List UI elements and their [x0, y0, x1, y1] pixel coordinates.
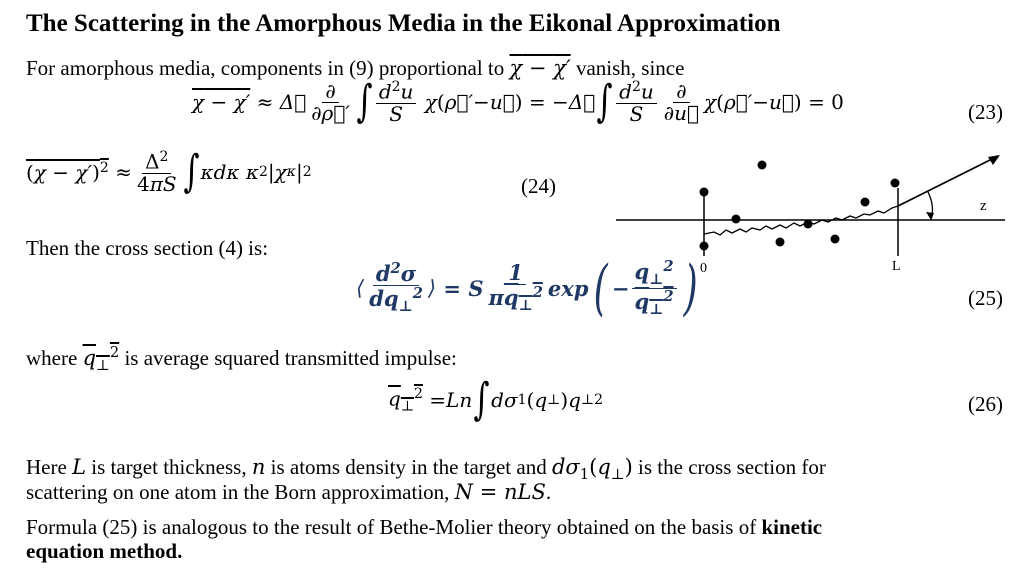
conclusion-line-2: equation method. — [26, 539, 183, 563]
page-title: The Scattering in the Amorphous Media in the Eikonal Approximation — [26, 10, 781, 37]
atom-dot — [732, 215, 741, 224]
conclusion-line-1 — [26, 515, 822, 540]
equation-24-number: (24) — [521, 174, 556, 198]
thickness-label: L — [892, 259, 901, 274]
kinetic-bold: kinetic — [761, 515, 823, 539]
definitions-line-2: scattering on one atom in the Born approximation, N = nLS. — [26, 480, 552, 504]
atom-dot — [861, 198, 870, 207]
equation-23: χ − χ′ ≈ Δ⃗ $\frac{\partial}{\partial\rho⃗'}$ ∫ $\frac{d^2u}{S}$ χ ( ρ⃗′ − u⃗ ) = − Δ⃗ ∫ $\frac{d^2u}{S}$ $\frac{\partial}{\partial u⃗}$ χ ( ρ⃗′ − u⃗ ) = 0 — [192, 76, 844, 128]
intro-paragraph: For amorphous media, components in (9) proportional to χ − χ′ vanish, since — [26, 56, 685, 80]
equation-24: $(\chi - \chi')^2$ ≈ $\frac{\Delta^2}{4\pi S}$ ∫ κdκ κ 2 | χ κ | 2 — [26, 146, 312, 198]
atom-dot — [891, 179, 900, 188]
equation-25-number: (25) — [968, 286, 1003, 310]
equation-23-number: (23) — [968, 100, 1003, 124]
atom-dot — [776, 238, 785, 247]
definitions-line-1: Here L is target thickness, n is atoms density in the target and $d\sigma_1(q_\perp)$ is the cross section for — [26, 455, 826, 484]
equation-26-number: (26) — [968, 392, 1003, 416]
scattering-diagram — [610, 148, 1010, 278]
cross-section-intro: Then the cross section (4) is: — [26, 236, 269, 260]
atom-dot — [700, 188, 709, 197]
atom-dot — [831, 235, 840, 244]
equation-25: ⟨ $\frac{d^2\sigma}{dq_\perp^2}$ ⟩ = S $\frac{1}{\pi q_\perp^2}$ exp ( − $\frac{q_\perp^2}{q_\perp^2}$ ) — [356, 253, 698, 323]
origin-label: 0 — [700, 261, 707, 276]
conclusion-text: Formula (25) is analogous to the result of Bethe-Molier theory obtained on the basis of — [26, 515, 757, 539]
angle-arrow-icon — [926, 212, 934, 220]
atom-dot — [758, 161, 767, 170]
atom-dot — [700, 242, 709, 251]
equation-26: $q_\perp^2$ = Ln ∫ dσ 1 ( q ⊥ ) q ⊥ 2 — [388, 374, 604, 425]
z-axis-label: z — [980, 198, 987, 214]
average-impulse-text: where $q_\perp^2$ is average squared transmitted impulse: — [26, 344, 457, 375]
